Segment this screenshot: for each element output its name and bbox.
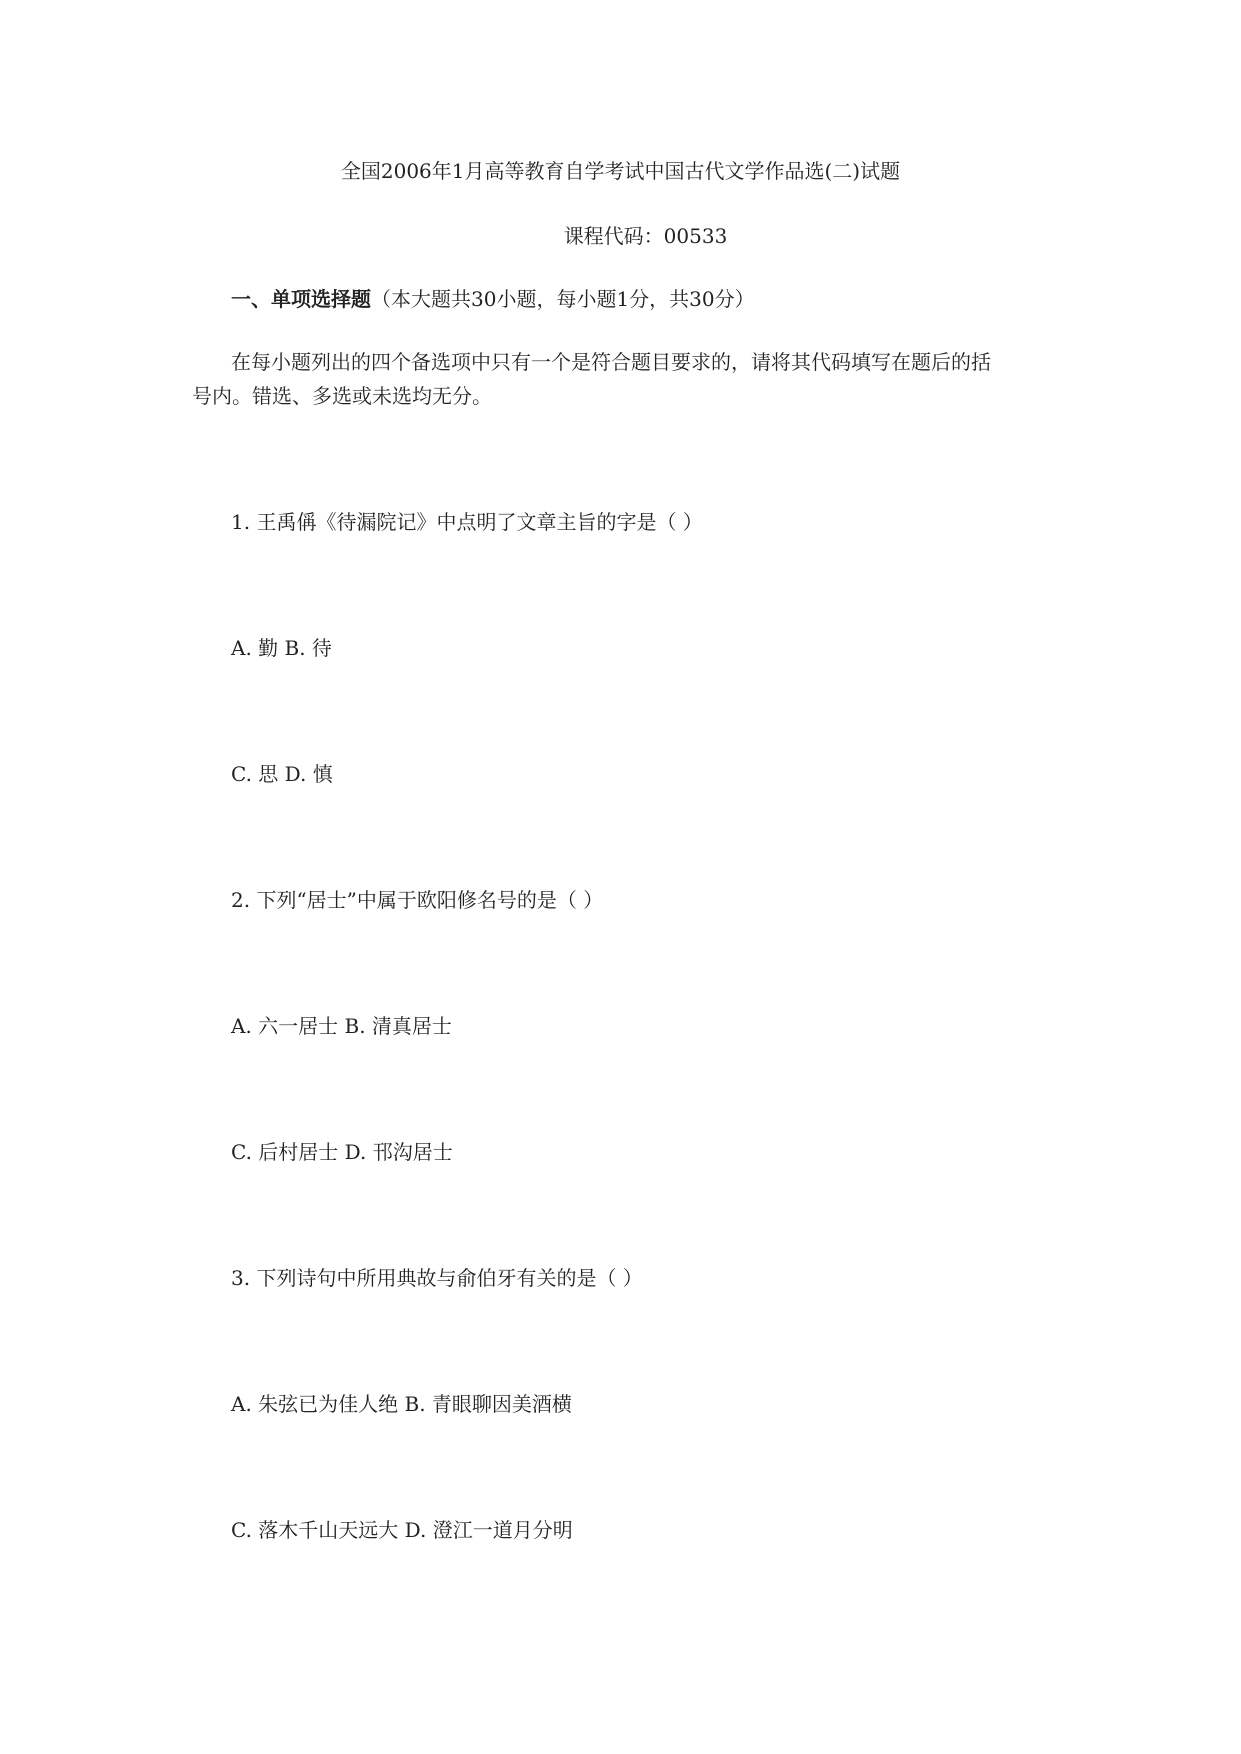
question-2-stem: 2. 下列“居士”中属于欧阳修名号的是（ ）: [231, 888, 604, 912]
question-1-options-ab: A. 勤 B. 待: [231, 636, 332, 660]
section-heading: [231, 285, 755, 313]
question-2-options-cd: C. 后村居士 D. 邗沟居士: [231, 1140, 453, 1164]
instruction-line-1: 在每小题列出的四个备选项中只有一个是符合题目要求的，请将其代码填写在题后的括: [231, 350, 991, 374]
question-2-options-ab: A. 六一居士 B. 清真居士: [231, 1014, 452, 1038]
question-3-stem: 3. 下列诗句中所用典故与俞伯牙有关的是（ ）: [231, 1266, 643, 1290]
instruction-line-2: 号内。错选、多选或未选均无分。: [192, 384, 492, 408]
course-code: 课程代码：00533: [563, 224, 728, 248]
question-3-options-ab: A. 朱弦已为佳人绝 B. 青眼聊因美酒横: [231, 1392, 572, 1416]
section-heading-title: 一、单项选择题: [231, 287, 371, 311]
section-heading-detail: （本大题共30小题，每小题1分，共30分）: [371, 287, 755, 311]
exam-title: 全国2006年1月高等教育自学考试中国古代文学作品选(二)试题: [340, 159, 901, 183]
question-1-options-cd: C. 思 D. 慎: [231, 762, 333, 786]
question-1-stem: 1. 王禹偁《待漏院记》中点明了文章主旨的字是（ ）: [231, 510, 703, 534]
question-3-options-cd: C. 落木千山天远大 D. 澄江一道月分明: [231, 1518, 573, 1542]
